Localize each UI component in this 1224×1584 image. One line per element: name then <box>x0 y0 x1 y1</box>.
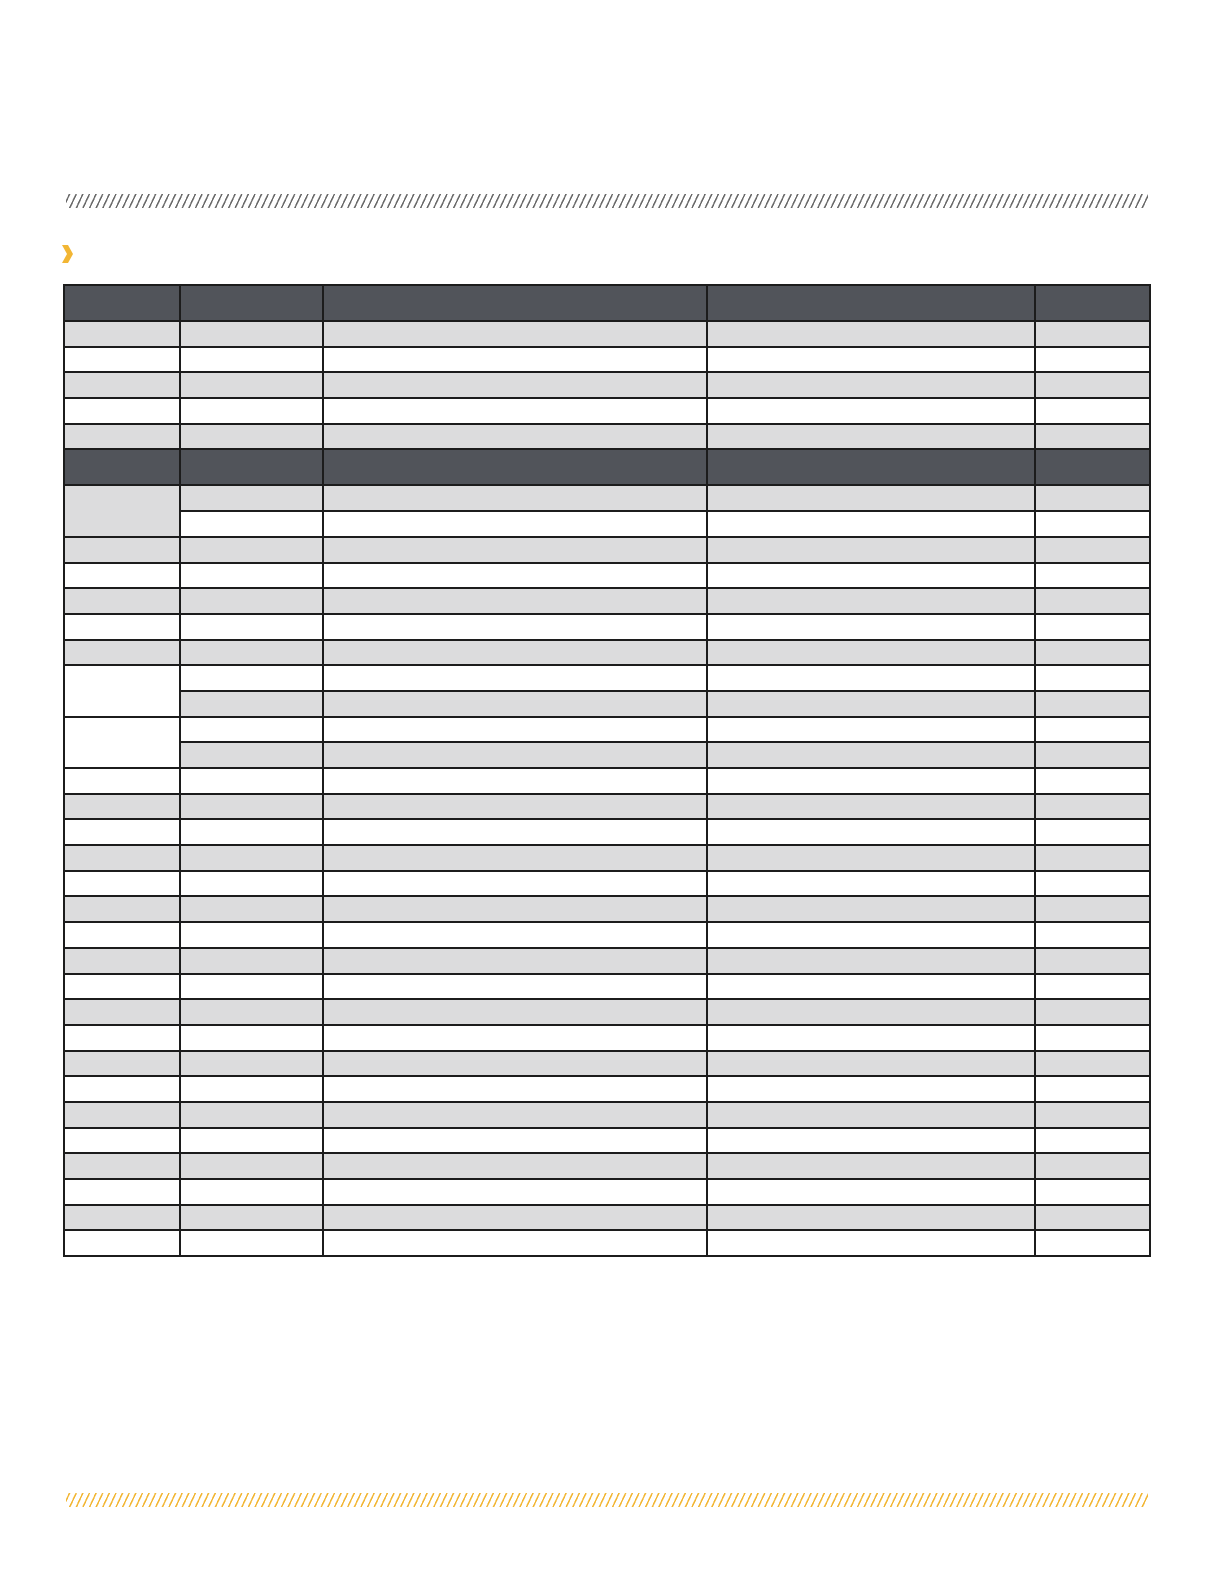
table-cell[interactable] <box>180 1076 323 1102</box>
table-cell[interactable] <box>707 845 1035 871</box>
table-row <box>64 974 1150 1000</box>
table-cell[interactable] <box>707 1128 1035 1154</box>
table-cell[interactable] <box>64 424 180 450</box>
table-cell[interactable] <box>64 896 180 922</box>
table-cell[interactable] <box>1035 871 1150 897</box>
table-cell[interactable] <box>323 321 707 347</box>
table-cell[interactable] <box>1035 614 1150 640</box>
table-cell[interactable] <box>707 742 1035 768</box>
table-header-row <box>64 449 1150 485</box>
table-cell[interactable] <box>180 896 323 922</box>
table-row <box>64 1205 1150 1231</box>
table-cell[interactable] <box>707 948 1035 974</box>
table-cell[interactable] <box>323 1230 707 1256</box>
table-row <box>64 717 1150 743</box>
blank-form-table <box>63 284 1151 1257</box>
table-cell[interactable] <box>64 922 180 948</box>
table-cell[interactable] <box>64 1230 180 1256</box>
table-cell[interactable] <box>1035 640 1150 666</box>
table-cell[interactable] <box>64 819 180 845</box>
table-cell[interactable] <box>707 1230 1035 1256</box>
table-cell[interactable] <box>323 922 707 948</box>
table-row <box>64 1025 1150 1051</box>
table-cell[interactable] <box>1035 563 1150 589</box>
table-cell[interactable] <box>1035 768 1150 794</box>
merged-cell[interactable] <box>64 485 180 536</box>
table-cell[interactable] <box>180 485 323 511</box>
table-cell[interactable] <box>180 398 323 424</box>
table-cell[interactable] <box>180 1128 323 1154</box>
table-cell[interactable] <box>1035 588 1150 614</box>
table-header-row <box>64 285 1150 321</box>
merged-cell[interactable] <box>64 717 180 768</box>
table-cell[interactable] <box>323 347 707 373</box>
table-cell[interactable] <box>1035 896 1150 922</box>
table-cell[interactable] <box>180 640 323 666</box>
table-row <box>64 614 1150 640</box>
table-cell[interactable] <box>707 398 1035 424</box>
table-cell[interactable] <box>180 1205 323 1231</box>
table-cell[interactable] <box>1035 537 1150 563</box>
table-cell[interactable] <box>323 1179 707 1205</box>
table-row <box>64 1051 1150 1077</box>
table-cell[interactable] <box>707 896 1035 922</box>
header-cell <box>707 449 1035 485</box>
table-cell[interactable] <box>323 768 707 794</box>
table-cell[interactable] <box>1035 1076 1150 1102</box>
table-cell[interactable] <box>323 640 707 666</box>
table-cell[interactable] <box>323 1153 707 1179</box>
table-cell[interactable] <box>180 537 323 563</box>
table-cell[interactable] <box>1035 717 1150 743</box>
table-row <box>64 742 1150 768</box>
table-cell[interactable] <box>64 614 180 640</box>
table-cell[interactable] <box>707 794 1035 820</box>
header-cell <box>1035 449 1150 485</box>
table-cell[interactable] <box>707 974 1035 1000</box>
table-cell[interactable] <box>64 871 180 897</box>
table-cell[interactable] <box>323 1102 707 1128</box>
table-cell[interactable] <box>64 563 180 589</box>
table-cell[interactable] <box>180 563 323 589</box>
table-cell[interactable] <box>323 1205 707 1231</box>
header-cell <box>64 449 180 485</box>
table-cell[interactable] <box>180 768 323 794</box>
table-cell[interactable] <box>180 614 323 640</box>
table-row <box>64 871 1150 897</box>
table-cell[interactable] <box>707 819 1035 845</box>
table-cell[interactable] <box>707 588 1035 614</box>
table-cell[interactable] <box>707 665 1035 691</box>
table-cell[interactable] <box>180 1051 323 1077</box>
table-row <box>64 1153 1150 1179</box>
table-cell[interactable] <box>707 1051 1035 1077</box>
table-cell[interactable] <box>1035 1102 1150 1128</box>
table-cell[interactable] <box>64 974 180 1000</box>
table-cell[interactable] <box>707 511 1035 537</box>
table-cell[interactable] <box>1035 794 1150 820</box>
table-cell[interactable] <box>180 819 323 845</box>
table-cell[interactable] <box>323 1128 707 1154</box>
table-row <box>64 398 1150 424</box>
table-cell[interactable] <box>707 1179 1035 1205</box>
table-cell[interactable] <box>64 347 180 373</box>
table-cell[interactable] <box>180 948 323 974</box>
table-cell[interactable] <box>1035 1205 1150 1231</box>
table-cell[interactable] <box>64 588 180 614</box>
table-cell[interactable] <box>1035 424 1150 450</box>
table-cell[interactable] <box>64 321 180 347</box>
table-cell[interactable] <box>180 424 323 450</box>
table-cell[interactable] <box>1035 1128 1150 1154</box>
table-cell[interactable] <box>180 1153 323 1179</box>
table-cell[interactable] <box>1035 372 1150 398</box>
table-cell[interactable] <box>1035 485 1150 511</box>
table-cell[interactable] <box>64 398 180 424</box>
table-row <box>64 640 1150 666</box>
table-cell[interactable] <box>180 511 323 537</box>
table-cell[interactable] <box>180 1230 323 1256</box>
table-cell[interactable] <box>1035 819 1150 845</box>
table-row <box>64 896 1150 922</box>
table-cell[interactable] <box>180 974 323 1000</box>
table-cell[interactable] <box>180 999 323 1025</box>
table-row <box>64 537 1150 563</box>
merged-cell[interactable] <box>64 665 180 716</box>
table-cell[interactable] <box>64 1102 180 1128</box>
table-row <box>64 665 1150 691</box>
table-cell[interactable] <box>323 948 707 974</box>
table-cell[interactable] <box>64 1025 180 1051</box>
table-row <box>64 1179 1150 1205</box>
top-hatch-divider <box>66 194 1148 208</box>
table-cell[interactable] <box>1035 398 1150 424</box>
table-cell[interactable] <box>1035 347 1150 373</box>
table-row <box>64 372 1150 398</box>
table-cell[interactable] <box>707 1205 1035 1231</box>
table-cell[interactable] <box>180 321 323 347</box>
table-cell[interactable] <box>707 768 1035 794</box>
table-cell[interactable] <box>64 999 180 1025</box>
table-cell[interactable] <box>323 717 707 743</box>
table-cell[interactable] <box>323 1076 707 1102</box>
table-cell[interactable] <box>180 794 323 820</box>
header-cell <box>180 285 323 321</box>
table-cell[interactable] <box>323 563 707 589</box>
header-cell <box>1035 285 1150 321</box>
table-cell[interactable] <box>64 768 180 794</box>
table-cell[interactable] <box>64 1128 180 1154</box>
table-row <box>64 485 1150 511</box>
table-cell[interactable] <box>707 372 1035 398</box>
table-cell[interactable] <box>64 372 180 398</box>
header-cell <box>707 285 1035 321</box>
table-cell[interactable] <box>707 640 1035 666</box>
table-row <box>64 1128 1150 1154</box>
table-cell[interactable] <box>180 665 323 691</box>
table-cell[interactable] <box>707 347 1035 373</box>
table-cell[interactable] <box>707 321 1035 347</box>
table-cell[interactable] <box>707 717 1035 743</box>
table-cell[interactable] <box>64 640 180 666</box>
table-row <box>64 588 1150 614</box>
table-row <box>64 948 1150 974</box>
table-row <box>64 691 1150 717</box>
table-cell[interactable] <box>323 974 707 1000</box>
table-cell[interactable] <box>64 1153 180 1179</box>
table-cell[interactable] <box>1035 999 1150 1025</box>
table-cell[interactable] <box>180 922 323 948</box>
table-cell[interactable] <box>323 614 707 640</box>
table-cell[interactable] <box>323 511 707 537</box>
table-cell[interactable] <box>707 999 1035 1025</box>
table-cell[interactable] <box>1035 948 1150 974</box>
table-cell[interactable] <box>1035 742 1150 768</box>
table-cell[interactable] <box>64 1076 180 1102</box>
table-cell[interactable] <box>707 871 1035 897</box>
table-cell[interactable] <box>64 794 180 820</box>
bottom-hatch-divider <box>66 1493 1148 1507</box>
table-cell[interactable] <box>180 1025 323 1051</box>
table-cell[interactable] <box>180 717 323 743</box>
table-row <box>64 794 1150 820</box>
table-row <box>64 321 1150 347</box>
table-cell[interactable] <box>1035 511 1150 537</box>
table-cell[interactable] <box>64 1051 180 1077</box>
table-cell[interactable] <box>323 537 707 563</box>
table-cell[interactable] <box>180 588 323 614</box>
table-row <box>64 819 1150 845</box>
table-cell[interactable] <box>323 896 707 922</box>
table-cell[interactable] <box>1035 691 1150 717</box>
table-cell[interactable] <box>1035 1230 1150 1256</box>
table-cell[interactable] <box>707 1102 1035 1128</box>
table-cell[interactable] <box>1035 974 1150 1000</box>
table-cell[interactable] <box>180 871 323 897</box>
table-cell[interactable] <box>323 999 707 1025</box>
header-cell <box>323 285 707 321</box>
table-cell[interactable] <box>64 1179 180 1205</box>
chevron-right-icon <box>60 242 76 266</box>
table-cell[interactable] <box>707 563 1035 589</box>
table-cell[interactable] <box>64 845 180 871</box>
table-cell[interactable] <box>323 819 707 845</box>
table-cell[interactable] <box>323 794 707 820</box>
table-cell[interactable] <box>323 742 707 768</box>
table-cell[interactable] <box>707 1025 1035 1051</box>
table-cell[interactable] <box>323 845 707 871</box>
header-cell <box>180 449 323 485</box>
table-row <box>64 424 1150 450</box>
table-cell[interactable] <box>323 1051 707 1077</box>
table-cell[interactable] <box>180 742 323 768</box>
table-cell[interactable] <box>707 1153 1035 1179</box>
table-cell[interactable] <box>1035 1153 1150 1179</box>
header-cell <box>323 449 707 485</box>
table-cell[interactable] <box>1035 321 1150 347</box>
table-row <box>64 768 1150 794</box>
table-cell[interactable] <box>707 691 1035 717</box>
table-cell[interactable] <box>323 424 707 450</box>
table-cell[interactable] <box>323 372 707 398</box>
table-row <box>64 511 1150 537</box>
table-cell[interactable] <box>64 948 180 974</box>
table-cell[interactable] <box>1035 1051 1150 1077</box>
table-cell[interactable] <box>180 372 323 398</box>
table-cell[interactable] <box>1035 665 1150 691</box>
table-cell[interactable] <box>707 424 1035 450</box>
table-row <box>64 999 1150 1025</box>
table-cell[interactable] <box>1035 1179 1150 1205</box>
table-row <box>64 347 1150 373</box>
table-cell[interactable] <box>707 922 1035 948</box>
table-cell[interactable] <box>1035 922 1150 948</box>
table-row <box>64 1076 1150 1102</box>
table-cell[interactable] <box>323 665 707 691</box>
table-row <box>64 845 1150 871</box>
header-cell <box>64 285 180 321</box>
table-cell[interactable] <box>323 691 707 717</box>
table-cell[interactable] <box>707 1076 1035 1102</box>
table-cell[interactable] <box>180 691 323 717</box>
table-cell[interactable] <box>323 871 707 897</box>
table-cell[interactable] <box>1035 845 1150 871</box>
table-cell[interactable] <box>64 537 180 563</box>
table-row <box>64 1230 1150 1256</box>
table-cell[interactable] <box>180 347 323 373</box>
table-cell[interactable] <box>180 1102 323 1128</box>
table-cell[interactable] <box>1035 1025 1150 1051</box>
table-cell[interactable] <box>323 588 707 614</box>
table-cell[interactable] <box>707 485 1035 511</box>
table-cell[interactable] <box>323 485 707 511</box>
table-cell[interactable] <box>180 845 323 871</box>
table-row <box>64 563 1150 589</box>
table-row <box>64 1102 1150 1128</box>
table-cell[interactable] <box>180 1179 323 1205</box>
table-cell[interactable] <box>707 614 1035 640</box>
table-row <box>64 922 1150 948</box>
table-cell[interactable] <box>707 537 1035 563</box>
table-cell[interactable] <box>64 1205 180 1231</box>
table-cell[interactable] <box>323 1025 707 1051</box>
table-cell[interactable] <box>323 398 707 424</box>
